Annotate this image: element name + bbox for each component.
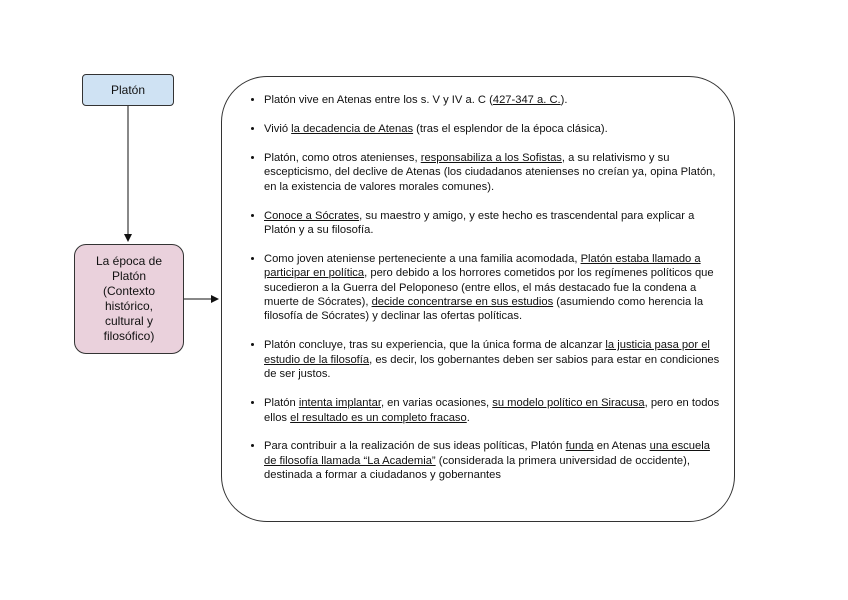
bullet-text: , su maestro y amigo, y este hecho es trascendental para explicar a Platón y a su filosofía. xyxy=(264,209,695,236)
bullet-text: Vivió xyxy=(264,122,292,135)
bullet-text: Platón vive en Atenas entre los s. V y IV a. C ( xyxy=(264,94,493,106)
node-epoca-line: histórico, xyxy=(104,299,154,313)
bullet-item xyxy=(264,396,720,425)
bullet-text: Platón xyxy=(264,397,299,410)
underlined-text: el resultado es un completo fracaso xyxy=(290,411,467,424)
node-epoca-label xyxy=(96,254,162,344)
bullet-text: (considerada la primera universidad de occidente), destinada a formar a ciudadanos y gobernantes xyxy=(264,454,690,482)
bullet-text: Para contribuir a la realización de sus ideas políticas, Platón xyxy=(264,440,566,453)
bullet-item xyxy=(264,151,720,194)
underlined-text: la justicia pasa por el estudio de la filosofía xyxy=(264,339,710,366)
underlined-text: una escuela de filosofía llamada “La Academia” xyxy=(264,440,710,467)
bullet-text: (asumiendo como herencia la filosofía de Sócrates) y declinar las ofertas políticas. xyxy=(264,296,704,323)
bullet-text: ). xyxy=(560,94,568,106)
underlined-text: la decadencia de Atenas xyxy=(291,122,414,135)
node-platon-label: Platón xyxy=(110,83,146,97)
bullet-text: , pero debido a los horrores cometidos por los regímenes políticos que sucedieron a la Guerra del Peloponeso (entre ellos, el más destacado fue la condena a muerte de Sócrates), xyxy=(264,267,714,309)
bullet-text: , pero en todos ellos xyxy=(264,397,720,424)
bullet-item xyxy=(264,122,720,136)
bullet-item xyxy=(264,93,720,107)
node-context-details xyxy=(221,76,735,522)
bullet-item xyxy=(264,252,720,324)
bullet-item xyxy=(264,209,720,238)
underlined-text: funda xyxy=(565,440,594,453)
bullet-text: Platón concluye, tras su experiencia, que la única forma de alcanzar xyxy=(264,339,606,352)
bullet-item xyxy=(264,338,720,381)
bullet-text: (tras el esplendor de la época clásica). xyxy=(413,122,608,135)
bullet-list xyxy=(250,93,720,483)
bullet-text: , en varias ocasiones, xyxy=(380,397,493,410)
node-platon xyxy=(82,74,174,106)
node-epoca-line: La época de xyxy=(95,254,163,268)
bullet-text: . xyxy=(466,411,470,424)
underlined-text: su modelo político en Siracusa xyxy=(492,397,645,410)
underlined-text: responsabiliza a los Sofistas xyxy=(420,151,562,164)
underlined-text: intenta implantar xyxy=(298,397,381,410)
underlined-text: Platón estaba llamado a participar en política xyxy=(264,252,701,280)
bullet-text: , es decir, los gobernantes deben ser sabios para estar en condiciones de ser justos. xyxy=(264,353,720,381)
bullet-item xyxy=(264,439,720,482)
bullet-text: Platón, como otros atenienses, xyxy=(264,151,421,164)
underlined-text: decide concentrarse en sus estudios xyxy=(371,296,554,309)
underlined-text: 427-347 a. C. xyxy=(492,94,561,106)
underlined-text: Conoce a Sócrates xyxy=(264,209,360,222)
bullet-text: , a su relativismo y su escepticismo, del declive de Atenas (los ciudadanos atenienses no creían ya, opina Platón, en la existencia de valores morales comunes). xyxy=(264,151,716,193)
node-epoca-line: (Contexto xyxy=(102,284,156,298)
node-epoca-line: Platón xyxy=(111,269,147,283)
bullet-text: en Atenas xyxy=(593,440,650,453)
node-epoca xyxy=(74,244,184,354)
node-epoca-line: cultural y xyxy=(104,314,154,328)
node-epoca-line: filosófico) xyxy=(103,329,155,343)
bullet-text: Como joven ateniense perteneciente a una familia acomodada, xyxy=(264,252,581,265)
